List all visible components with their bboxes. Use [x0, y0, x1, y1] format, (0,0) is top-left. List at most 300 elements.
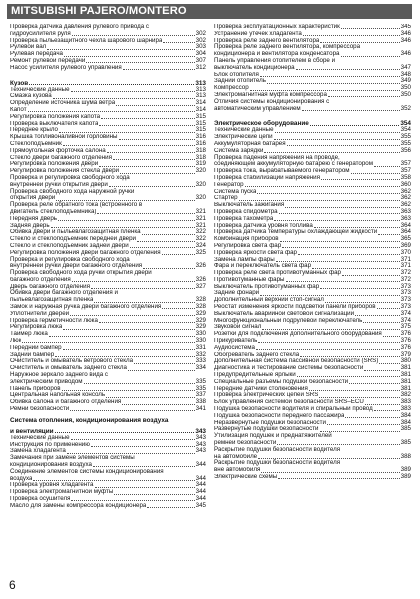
toc-entry[interactable]: [214, 284, 411, 291]
toc-entry[interactable]: [10, 24, 206, 31]
toc-entry[interactable]: [10, 476, 206, 483]
toc-page-number: 318: [195, 153, 206, 161]
toc-entry[interactable]: [10, 304, 206, 311]
dot-leader: [97, 213, 194, 214]
toc-page-number: 332: [195, 350, 206, 358]
toc-entry[interactable]: [214, 433, 411, 440]
toc-entry[interactable]: [10, 216, 206, 223]
dot-leader: [47, 49, 194, 50]
toc-entry[interactable]: [10, 236, 206, 243]
toc-page-number: 373: [400, 303, 411, 311]
toc-page-number: 379: [400, 350, 411, 358]
toc-column-left: [10, 24, 206, 577]
dot-leader: [162, 308, 194, 309]
dot-leader: [137, 241, 195, 242]
toc-page-number: 316: [195, 133, 206, 141]
toc-entry[interactable]: [214, 99, 411, 106]
toc-page-number: 344: [195, 488, 206, 496]
toc-entry[interactable]: [10, 51, 206, 58]
toc-entry[interactable]: [10, 100, 206, 107]
toc-entry-title: Задний бампер: [10, 351, 55, 358]
toc-page-number: 349: [400, 77, 411, 85]
toc-page-number: 333: [195, 357, 206, 365]
toc-entry-title: Таймер люка: [10, 331, 48, 338]
toc-page-number: 354: [400, 120, 411, 128]
dot-leader: [345, 417, 399, 418]
toc-entry[interactable]: [214, 72, 411, 79]
toc-page-number: 328: [195, 303, 206, 311]
dot-leader: [258, 342, 399, 343]
toc-entry[interactable]: [10, 65, 206, 72]
toc-page-number: 343: [195, 427, 206, 435]
toc-entry[interactable]: [10, 202, 206, 209]
toc-page-number: 326: [195, 262, 206, 270]
toc-entry[interactable]: [10, 345, 206, 352]
toc-entry-title: Проверка спидометра: [214, 208, 278, 215]
dot-leader: [275, 132, 400, 133]
toc-entry[interactable]: [214, 263, 411, 270]
toc-entry-title: Проверка выключателя капота: [10, 120, 99, 127]
toc-entry-title: Обивка двери багажного отделения и: [10, 289, 118, 297]
toc-entry-title: Аккумуляторная батарея: [214, 140, 286, 147]
toc-page-number: 343: [195, 440, 206, 448]
toc-entry[interactable]: [10, 482, 206, 489]
toc-entry[interactable]: [10, 161, 206, 168]
dot-leader: [53, 98, 195, 99]
toc-entry-title: Проверка тахометра: [214, 215, 274, 222]
toc-page-number: 376: [400, 330, 411, 338]
toc-entry[interactable]: [10, 270, 206, 277]
toc-entry[interactable]: [214, 372, 411, 379]
toc-entry-title: Диагностика и тестирование системы безопасности: [214, 365, 364, 372]
toc-entry[interactable]: [214, 65, 411, 72]
toc-entry[interactable]: [214, 257, 411, 264]
toc-page-number: 313: [195, 85, 206, 93]
toc-entry[interactable]: [10, 175, 206, 182]
toc-page-number: 315: [195, 119, 206, 127]
toc-entry-title: Передние датчики столкновения: [214, 385, 308, 392]
toc-page-number: 354: [400, 126, 411, 134]
toc-entry[interactable]: [10, 93, 206, 100]
toc-entry[interactable]: [214, 331, 411, 338]
toc-entry[interactable]: [214, 216, 411, 223]
toc-page-number: 324: [195, 241, 206, 249]
toc-section-heading[interactable]: [10, 417, 206, 424]
toc-entry-title: Проверка датчика давления рулевого привода с: [10, 24, 150, 30]
toc-entry-title: Дополнительный верхний стоп-сигнал: [214, 297, 324, 304]
dot-leader: [101, 118, 195, 119]
toc-entry-title: Стартер: [214, 195, 238, 202]
toc-entry[interactable]: [214, 85, 411, 92]
toc-entry[interactable]: [214, 467, 411, 474]
dot-leader: [58, 220, 195, 221]
toc-entry[interactable]: [214, 134, 411, 141]
toc-entry-title: Регулировка света фар: [214, 242, 282, 249]
toc-entry-title: Проверка датчика температуры охлаждающей жидкости: [214, 229, 378, 236]
dot-leader: [55, 356, 195, 357]
dot-leader: [364, 370, 399, 371]
toc-entry-title: Переднее крыло: [10, 127, 58, 134]
toc-page-number: 345: [400, 24, 411, 30]
dot-leader: [72, 281, 195, 282]
toc-entry-title: Предупредительные ярлыки: [214, 372, 296, 379]
toc-entry-title: Проверка герметичности люка: [10, 317, 98, 324]
toc-entry[interactable]: [214, 78, 411, 85]
toc-entry-title: открытия двери: [10, 195, 56, 202]
toc-entry[interactable]: [10, 38, 206, 45]
toc-entry[interactable]: [214, 318, 411, 325]
toc-entry[interactable]: [10, 189, 206, 196]
toc-entry[interactable]: [214, 155, 411, 162]
toc-entry[interactable]: [10, 318, 206, 325]
toc-entry-title: Система зарядки: [214, 147, 264, 154]
toc-page-number: 369: [400, 241, 411, 249]
toc-page-number: 383: [400, 398, 411, 406]
dot-leader: [70, 410, 194, 411]
toc-entry[interactable]: [10, 114, 206, 121]
toc-entry[interactable]: [10, 503, 206, 510]
toc-page-number: 312: [195, 63, 206, 71]
toc-page-number: 326: [195, 275, 206, 283]
toc-page-number: 329: [195, 316, 206, 324]
dot-leader: [63, 329, 194, 330]
toc-entry[interactable]: [214, 474, 411, 481]
toc-entry[interactable]: [214, 127, 411, 134]
dot-leader: [286, 281, 400, 282]
dot-leader: [297, 376, 400, 377]
toc-page-number: 385: [400, 425, 411, 433]
toc-entry[interactable]: [10, 496, 206, 503]
dot-leader: [99, 322, 195, 323]
toc-entry[interactable]: [214, 243, 411, 250]
toc-entry[interactable]: [10, 243, 206, 250]
dot-leader: [71, 439, 195, 440]
toc-entry[interactable]: [10, 399, 206, 406]
toc-entry[interactable]: [10, 290, 206, 297]
toc-page-number: 362: [400, 187, 411, 195]
toc-entry[interactable]: [214, 447, 411, 454]
toc-section-heading[interactable]: [10, 80, 206, 87]
toc-entry[interactable]: [214, 345, 411, 352]
toc-page-number: 350: [400, 84, 411, 92]
dot-leader: [72, 35, 195, 36]
toc-entry-title: Развернутые подушки безопасности: [214, 426, 319, 433]
toc-entry-title: Задние фонари: [214, 290, 260, 297]
toc-entry-title: Проверка реле заднего вентилятора: [214, 37, 320, 44]
toc-entry[interactable]: [214, 141, 411, 148]
toc-entry[interactable]: [214, 420, 411, 427]
toc-entry[interactable]: [214, 413, 411, 420]
toc-entry[interactable]: [214, 290, 411, 297]
toc-entry-title: Регулировка положения двери багажного отделения: [10, 249, 161, 256]
toc-page-number: 381: [400, 384, 411, 392]
toc-entry[interactable]: [214, 31, 411, 38]
dot-leader: [245, 186, 400, 187]
toc-entry-title: Проверка уровня хладагента: [10, 482, 94, 489]
toc-page-number: 357: [400, 160, 411, 168]
dot-leader: [22, 342, 194, 343]
toc-entry-title: Устранение утечек хладагента: [214, 30, 302, 37]
toc-entry[interactable]: [10, 324, 206, 331]
toc-entry-title: Задняя дверь: [10, 222, 50, 229]
toc-entry[interactable]: [10, 257, 206, 264]
toc-entry[interactable]: [214, 236, 411, 243]
toc-entry-title: Проверка осушителя: [10, 496, 71, 502]
dot-leader: [91, 446, 195, 447]
toc-page-number: 337: [195, 391, 206, 399]
toc-entry-title: Замена лампы фары: [214, 256, 275, 263]
toc-entry[interactable]: [214, 304, 411, 311]
toc-page-number: 315: [195, 112, 206, 120]
toc-entry[interactable]: [10, 134, 206, 141]
toc-entry-title: Проверка яркости света фар: [214, 249, 297, 256]
toc-entry[interactable]: [214, 182, 411, 189]
toc-entry[interactable]: [214, 250, 411, 257]
toc-page-number: 321: [195, 221, 206, 229]
toc-entry-title: Проверка и регулировка свободного хода: [10, 173, 130, 181]
toc-page-number: 348: [400, 70, 411, 78]
toc-page-number: 320: [195, 194, 206, 202]
toc-page-number: 344: [195, 461, 206, 469]
toc-entry[interactable]: [214, 277, 411, 284]
toc-entry[interactable]: [10, 379, 206, 386]
toc-entry[interactable]: [214, 195, 411, 202]
dot-leader: [113, 159, 195, 160]
toc-entry[interactable]: [214, 379, 411, 386]
toc-entry-title: электрическим приводом: [10, 378, 83, 385]
toc-page-number: 374: [400, 309, 411, 317]
toc-page-number: 371: [400, 262, 411, 270]
toc-page-number: 357: [400, 167, 411, 175]
toc-entry-title: Проверка падения напряжения на проводе,: [214, 153, 340, 161]
toc-entry-title: Проверка стабилизации напряжения: [214, 174, 320, 181]
toc-entry-title: Дверь багажного отделения: [10, 283, 90, 290]
toc-entry[interactable]: [10, 469, 206, 476]
toc-entry[interactable]: [10, 386, 206, 393]
toc-entry[interactable]: [10, 392, 206, 399]
toc-entry-title: Очиститель и омыватель заднего стекла: [10, 365, 127, 372]
dot-leader: [365, 404, 400, 405]
toc-entry[interactable]: [10, 331, 206, 338]
toc-entry-title: соединяющем аккумуляторную батарею с генератором: [214, 161, 374, 168]
toc-entry[interactable]: [214, 311, 411, 318]
dot-leader: [282, 247, 399, 248]
toc-entry-title: Обивка салона и багажного отделения: [10, 399, 122, 406]
dot-leader: [51, 227, 195, 228]
toc-entry[interactable]: [10, 358, 206, 365]
toc-entry[interactable]: [10, 209, 206, 216]
toc-page-number: 352: [400, 104, 411, 112]
toc-entry[interactable]: [214, 189, 411, 196]
toc-entry-title: Капот: [10, 106, 27, 113]
toc-entry[interactable]: [214, 352, 411, 359]
toc-page-number: 346: [400, 29, 411, 37]
dot-leader: [122, 404, 194, 405]
toc-entry[interactable]: [10, 148, 206, 155]
toc-page-number: 313: [195, 92, 206, 100]
dot-leader: [260, 76, 400, 77]
toc-entry[interactable]: [214, 358, 411, 365]
dot-leader: [319, 397, 399, 398]
toc-entry[interactable]: [10, 223, 206, 230]
toc-entry[interactable]: [214, 460, 411, 467]
toc-page-number: 334: [195, 364, 206, 372]
toc-entry[interactable]: [10, 435, 206, 442]
toc-entry[interactable]: [214, 58, 411, 65]
header-bar: [7, 4, 412, 19]
toc-entry[interactable]: [214, 161, 411, 168]
dot-leader: [303, 35, 400, 36]
toc-page-number: 344: [195, 495, 206, 502]
toc-entry[interactable]: [10, 44, 206, 51]
toc-entry[interactable]: [214, 406, 411, 413]
toc-entry[interactable]: [214, 175, 411, 182]
toc-entry-title: Проверка пыльезащитного чехла шарового шарнира: [10, 37, 163, 44]
toc-entry[interactable]: [214, 229, 411, 236]
toc-entry-title: Замена хладагента: [10, 448, 66, 455]
toc-page-number: 376: [400, 343, 411, 351]
toc-entry[interactable]: [10, 352, 206, 359]
toc-entry-title: автоматическим управлением: [214, 105, 301, 112]
dot-leader: [285, 207, 399, 208]
toc-entry[interactable]: [214, 297, 411, 304]
toc-entry[interactable]: [10, 121, 206, 128]
toc-page-number: 382: [400, 391, 411, 399]
toc-entry[interactable]: [214, 209, 411, 216]
toc-entry[interactable]: [10, 442, 206, 449]
toc-page-number: 318: [195, 146, 206, 154]
toc-entry[interactable]: [10, 338, 206, 345]
toc-page-number: 331: [195, 343, 206, 351]
toc-entry[interactable]: [10, 87, 206, 94]
toc-entry[interactable]: [10, 155, 206, 162]
toc-section-heading[interactable]: [10, 428, 206, 435]
toc-entry[interactable]: [10, 455, 206, 462]
toc-page-number: 373: [400, 289, 411, 297]
toc-entry[interactable]: [214, 202, 411, 209]
toc-page-number: 372: [400, 269, 411, 277]
dot-leader: [342, 275, 400, 276]
toc-page-number: 303: [195, 43, 206, 51]
toc-page-number: 321: [195, 214, 206, 222]
toc-entry[interactable]: [10, 141, 206, 148]
toc-entry-title: Технические данные: [214, 127, 274, 134]
toc-entry[interactable]: [214, 24, 411, 31]
toc-entry-title: Обогреватель заднего стекла: [214, 351, 300, 358]
dot-leader: [261, 472, 399, 473]
dot-leader: [341, 56, 400, 57]
toc-entry[interactable]: [214, 338, 411, 345]
toc-entry-title: Инструкция по применению: [10, 441, 90, 448]
toc-entry[interactable]: [214, 106, 411, 113]
dot-leader: [128, 370, 195, 371]
dot-leader: [321, 179, 400, 180]
toc-page-number: 313: [195, 79, 206, 87]
toc-entry[interactable]: [214, 399, 411, 406]
toc-entry-title: Проверка электрических цепей SRS: [214, 392, 319, 399]
toc-entry-title: Прямоугольная форточка салона: [10, 147, 106, 154]
dot-leader: [120, 173, 195, 174]
toc-entry-title: Прикуриватель: [214, 338, 258, 345]
toc-entry[interactable]: [10, 372, 206, 379]
toc-entry[interactable]: [10, 58, 206, 65]
toc-entry[interactable]: [10, 31, 206, 38]
toc-entry[interactable]: [10, 311, 206, 318]
toc-entry-title: кондиционера и вентилятора конденсатора: [214, 51, 340, 58]
toc-entry[interactable]: [10, 229, 206, 236]
toc-section-heading[interactable]: [214, 120, 411, 127]
dot-leader: [84, 383, 195, 384]
dot-leader: [63, 349, 195, 350]
dot-leader: [287, 145, 400, 146]
toc-entry-title: Дополнительная система пассивной безопасности (SRS): [214, 358, 379, 365]
toc-page-number: 330: [195, 330, 206, 338]
toc-entry-title: Электромагнитная муфта компрессора: [214, 91, 327, 98]
toc-entry[interactable]: [10, 489, 206, 496]
toc-page-number: 345: [195, 501, 206, 509]
toc-entry[interactable]: [10, 107, 206, 114]
toc-entry[interactable]: [214, 223, 411, 230]
toc-entry[interactable]: [214, 386, 411, 393]
dot-leader: [99, 166, 195, 167]
toc-page-number: 302: [195, 29, 206, 37]
toc-page-number: 389: [400, 466, 411, 474]
toc-page-number: 329: [195, 323, 206, 331]
dot-leader: [134, 363, 195, 364]
toc-entry-title: внутренней ручки открытия двери: [10, 181, 108, 188]
toc-entry-title: Противотуманные фары: [214, 276, 285, 283]
toc-entry[interactable]: [214, 392, 411, 399]
toc-entry[interactable]: [214, 44, 411, 51]
toc-entry[interactable]: [10, 297, 206, 304]
toc-entry-title: внутренней ручки двери багажного отделения: [10, 263, 143, 270]
toc-entry[interactable]: [10, 127, 206, 134]
toc-entry-title: Специальные разъемы подушки безопасности: [214, 378, 349, 385]
dot-leader: [278, 478, 400, 479]
toc-entry[interactable]: [10, 406, 206, 413]
toc-entry-title: Проверка реле света противотуманных фар: [214, 270, 341, 277]
toc-entry[interactable]: [214, 365, 411, 372]
toc-page-number: 330: [195, 337, 206, 345]
toc-entry-title: Кузов: [10, 79, 29, 87]
dot-leader: [95, 487, 195, 488]
toc-page-number: 320: [195, 180, 206, 188]
toc-page-number: 307: [195, 56, 206, 64]
dot-leader: [116, 105, 195, 106]
toc-entry-title: Насос усилителя рулевого управления: [10, 64, 122, 71]
toc-entry-title: Передний бампер: [10, 344, 62, 351]
dot-leader: [123, 69, 195, 70]
dot-leader: [280, 241, 400, 242]
toc-entry-title: Обивка двери и пыльевлагозащитная пленка: [10, 229, 141, 236]
toc-entry-title: Компрессор: [214, 85, 249, 92]
toc-entry-title: Блок отопителя: [214, 71, 259, 78]
toc-entry[interactable]: [214, 324, 411, 331]
toc-entry-title: Стекло и стеклоподъемник задней двери: [10, 242, 129, 249]
toc-entry[interactable]: [214, 168, 411, 175]
toc-entry-title: Выключатель зажигания: [214, 202, 285, 209]
toc-entry-title: Электрическое оборудование: [214, 120, 309, 128]
toc-page-number: 362: [400, 201, 411, 209]
dot-leader: [62, 390, 195, 391]
dot-leader: [341, 28, 400, 29]
toc-spacer: [10, 72, 206, 76]
toc-entry-title: Проверка электромагнитной муфты: [10, 489, 114, 496]
toc-entry[interactable]: [214, 270, 411, 277]
dot-leader: [314, 227, 400, 228]
dot-leader: [355, 315, 400, 316]
toc-entry[interactable]: [10, 277, 206, 284]
